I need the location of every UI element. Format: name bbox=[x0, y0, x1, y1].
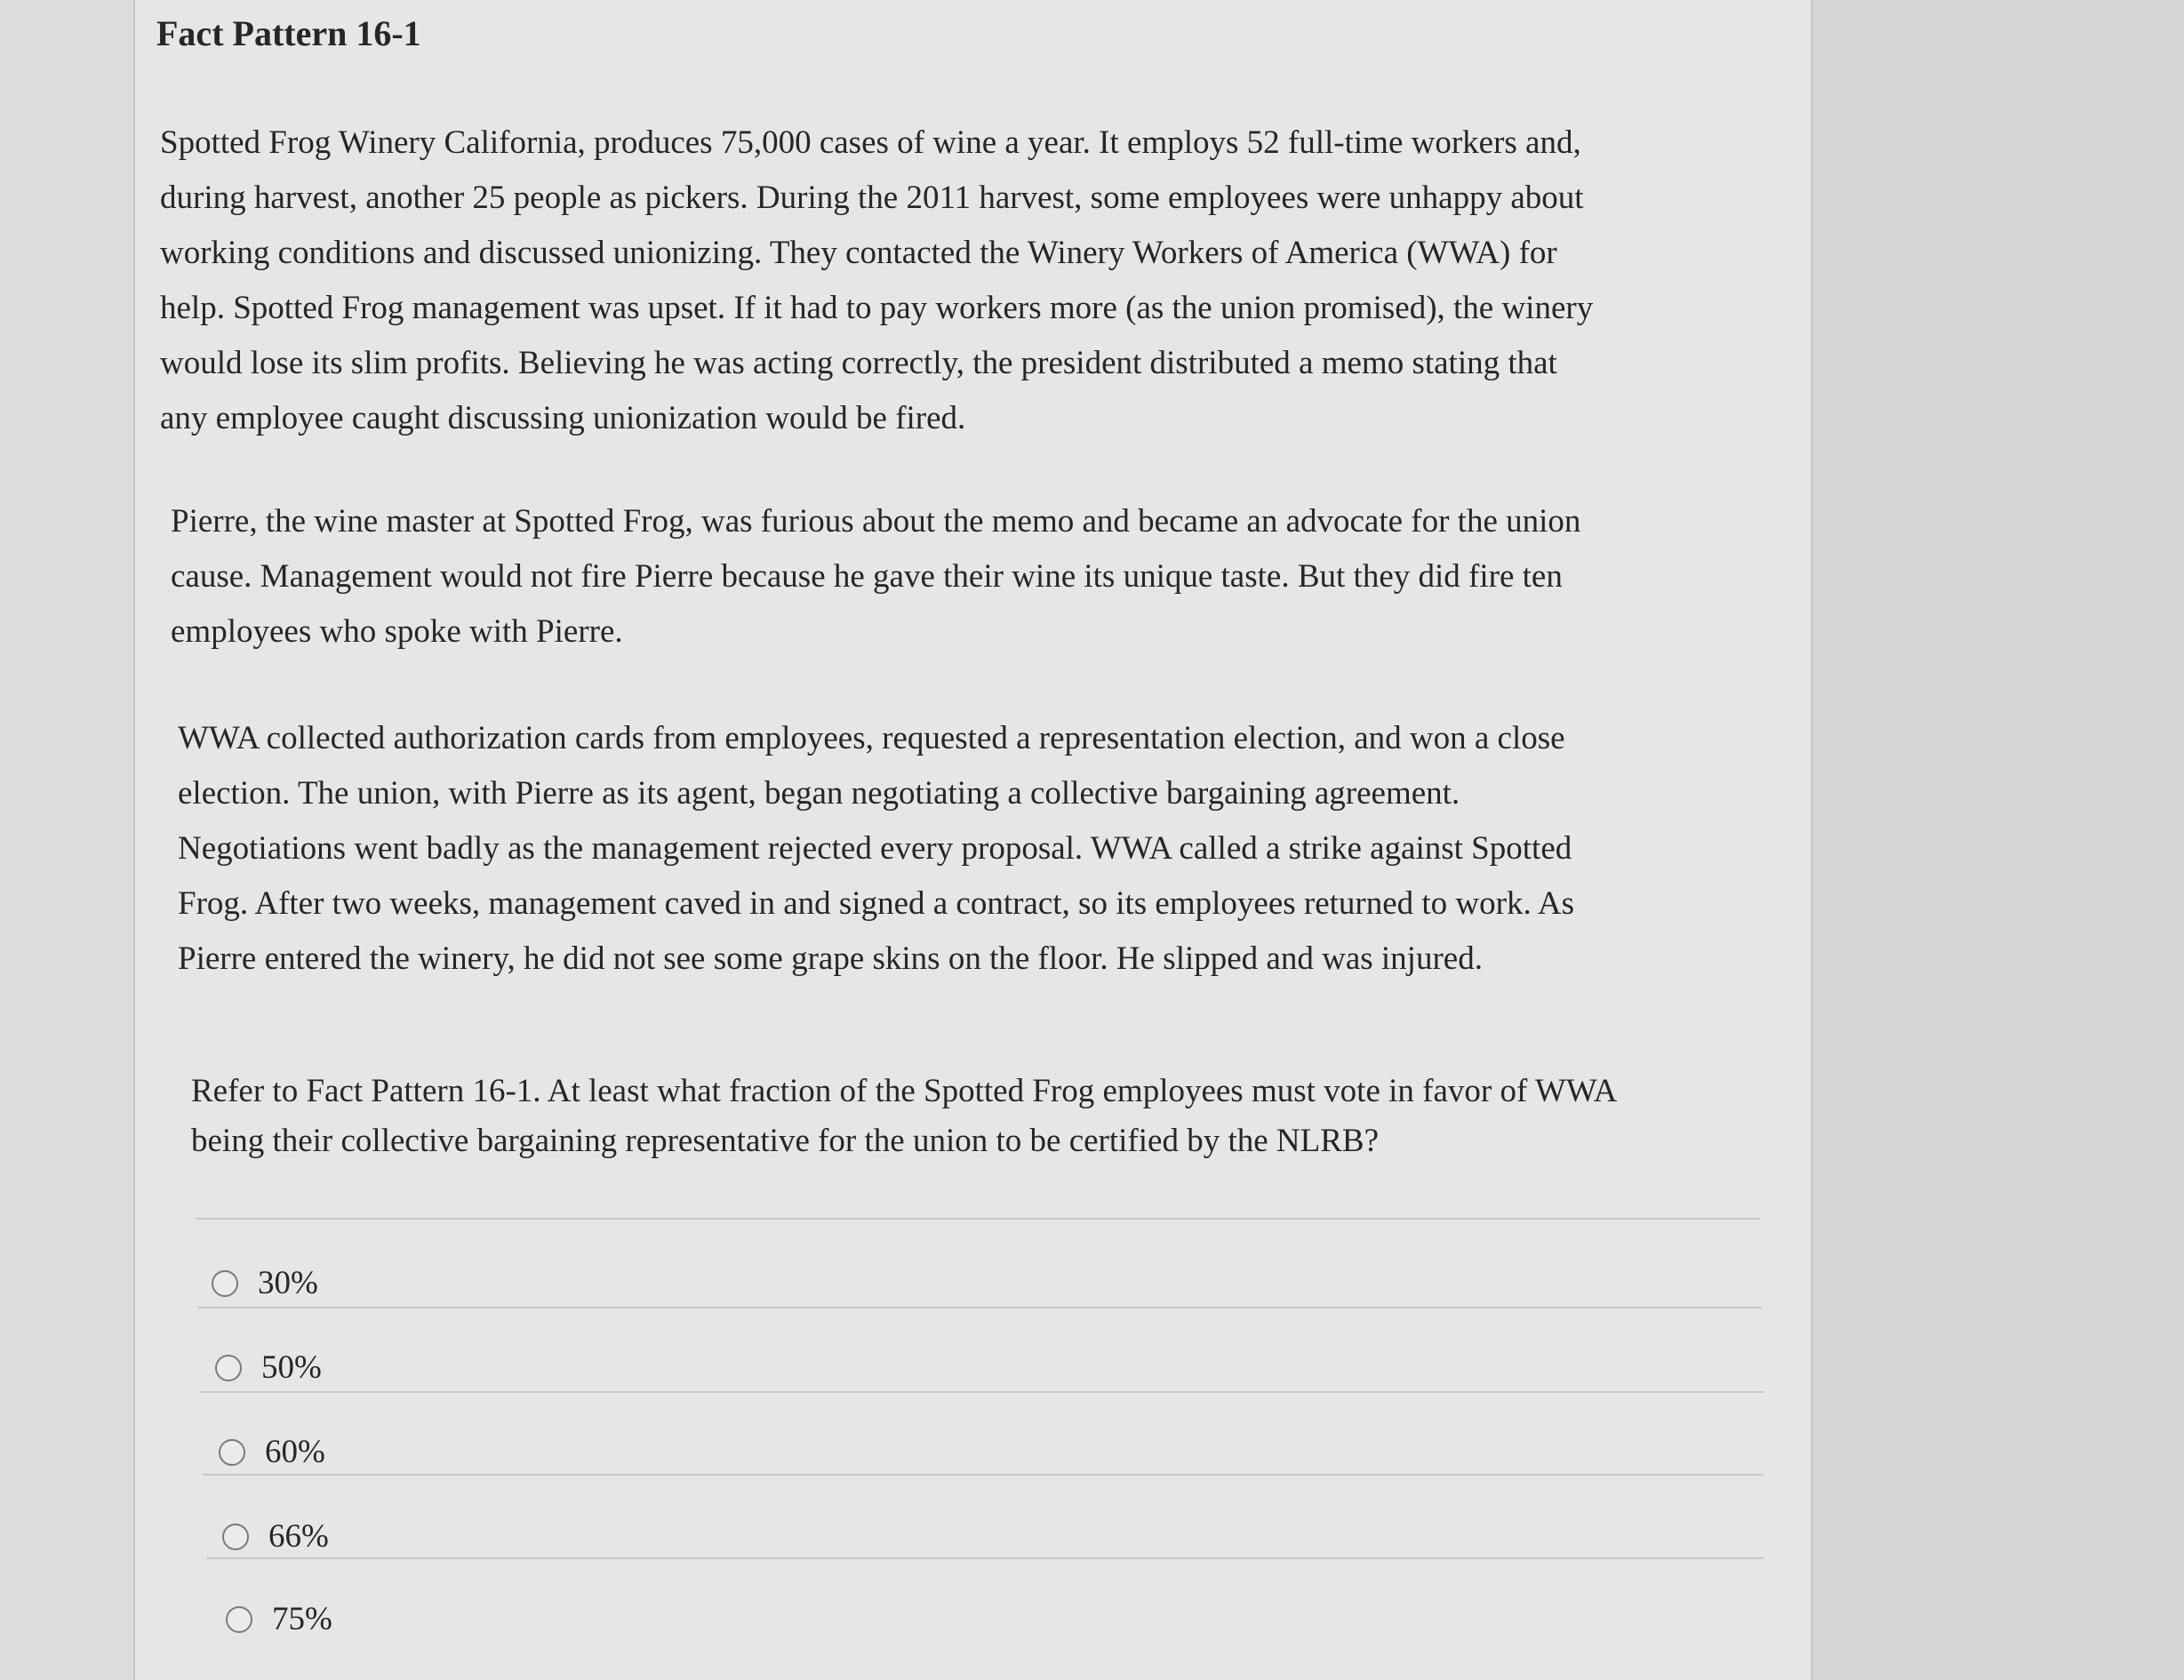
radio-button-icon[interactable] bbox=[226, 1606, 252, 1633]
fact-paragraph-1 bbox=[160, 116, 1760, 446]
question-divider bbox=[196, 1218, 1760, 1220]
option-divider bbox=[203, 1474, 1764, 1476]
fact-pattern-title: Fact Pattern 16-1 bbox=[156, 13, 421, 53]
radio-button-icon[interactable] bbox=[215, 1355, 242, 1381]
paragraph-line: Pierre, the wine master at Spotted Frog, was furious about the memo and became an advocate for the union bbox=[171, 503, 1581, 540]
paragraph-line: cause. Management would not fire Pierre because he gave their wine its unique taste. But they did fire ten bbox=[171, 558, 1563, 595]
paragraph-line: employees who spoke with Pierre. bbox=[171, 613, 623, 650]
answer-option-label: 66% bbox=[268, 1518, 329, 1555]
paragraph-line: help. Spotted Frog management was upset. If it had to pay workers more (as the union promised), the winery bbox=[160, 290, 1594, 326]
paragraph-line: working conditions and discussed unionizing. They contacted the Winery Workers of America (WWA) for bbox=[160, 235, 1557, 271]
paragraph-line: during harvest, another 25 people as pickers. During the 2011 harvest, some employees were unhappy about bbox=[160, 180, 1584, 216]
paragraph-line: Pierre entered the winery, he did not see some grape skins on the floor. He slipped and was injured. bbox=[178, 940, 1483, 977]
paragraph-line: Negotiations went badly as the management rejected every proposal. WWA called a strike against Spotted bbox=[178, 830, 1572, 867]
option-divider bbox=[199, 1391, 1764, 1393]
radio-button-icon[interactable] bbox=[222, 1524, 249, 1550]
answer-option-label: 30% bbox=[258, 1265, 318, 1301]
option-divider bbox=[197, 1307, 1762, 1308]
fact-paragraph-2 bbox=[171, 494, 1771, 660]
paragraph-line: election. The union, with Pierre as its agent, began negotiating a collective bargaining agreement. bbox=[178, 775, 1460, 812]
paragraph-line: Spotted Frog Winery California, produces 75,000 cases of wine a year. It employs 52 full-time workers and, bbox=[160, 124, 1581, 161]
paragraph-line: would lose its slim profits. Believing he was acting correctly, the president distributed a memo stating that bbox=[160, 345, 1557, 381]
radio-button-icon[interactable] bbox=[212, 1270, 238, 1297]
right-margin bbox=[1813, 0, 2184, 1680]
answer-option-1[interactable] bbox=[212, 1264, 318, 1302]
question-line: Refer to Fact Pattern 16-1. At least what fraction of the Spotted Frog employees must vote in favor of WWA bbox=[191, 1073, 1618, 1109]
answer-option-3[interactable] bbox=[219, 1433, 325, 1471]
paragraph-line: WWA collected authorization cards from employees, requested a representation election, and won a close bbox=[178, 720, 1565, 756]
fact-paragraph-3 bbox=[178, 711, 1778, 987]
question-text bbox=[191, 1067, 1773, 1166]
answer-option-label: 50% bbox=[261, 1349, 322, 1386]
answer-option-2[interactable] bbox=[215, 1348, 322, 1387]
answer-option-label: 75% bbox=[272, 1601, 332, 1637]
answer-option-4[interactable] bbox=[222, 1517, 329, 1556]
left-margin bbox=[0, 0, 133, 1680]
radio-button-icon[interactable] bbox=[219, 1439, 245, 1466]
paragraph-line: any employee caught discussing unionization would be fired. bbox=[160, 400, 966, 436]
option-divider bbox=[206, 1557, 1764, 1559]
question-line: being their collective bargaining representative for the union to be certified by the NLRB? bbox=[191, 1123, 1379, 1159]
answer-option-5[interactable] bbox=[226, 1600, 332, 1638]
paragraph-line: Frog. After two weeks, management caved in and signed a contract, so its employees returned to work. As bbox=[178, 885, 1575, 922]
answer-option-label: 60% bbox=[265, 1434, 325, 1470]
